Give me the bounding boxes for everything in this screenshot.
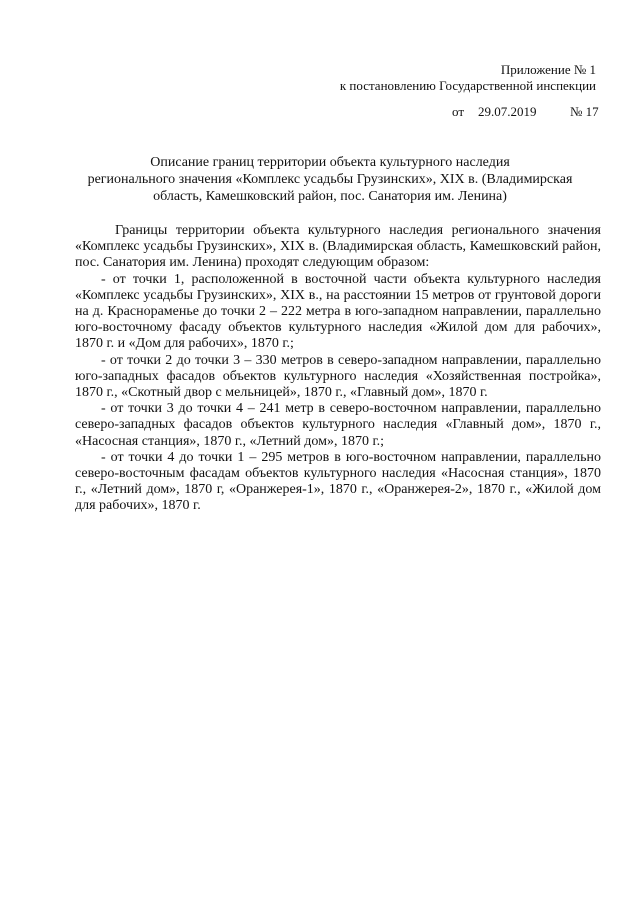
document-date-line	[452, 104, 599, 120]
date-prefix: от	[452, 104, 465, 119]
appendix-title: Приложение № 1	[500, 62, 596, 77]
document-title	[60, 154, 600, 205]
title-line-3: область, Камешковский район, пос. Санатория им. Ленина)	[153, 189, 507, 204]
document-number: № 17	[570, 104, 599, 119]
appendix-subtitle: к постановлению Государственной инспекции	[339, 78, 596, 93]
title-line-1: Описание границ территории объекта культурного наследия	[150, 155, 510, 170]
document-body	[75, 223, 601, 515]
title-line-2: регионального значения «Комплекс усадьбы Грузинских», XIX в. (Владимирская	[87, 172, 573, 187]
intro-paragraph: Границы территории объекта культурного наследия регионального значения «Комплекс усадьбы Грузинских», XIX в. (Владимирская область, Камешковский район, пос. Санатория им. Ленина) проходят следующим образом:	[75, 223, 601, 271]
boundary-item-1: - от точки 1, расположенной в восточной части объекта культурного наследия «Комплекс усадьбы Грузинских», XIX в., на расстоянии 15 метров от грунтовой дороги на д. Краснораменье до точки 2 – 222 метра в юго-западном направлении, параллельно юго-восточному фасаду объектов культурного наследия «Жилой дом для рабочих», 1870 г. и «Дом для рабочих», 1870 г.;	[75, 271, 601, 352]
boundary-item-3: - от точки 3 до точки 4 – 241 метр в северо-восточном направлении, параллельно северо-западных фасадов объектов культурного наследия «Главный дом», 1870 г., «Насосная станция», 1870 г., «Летний дом», 1870 г.;	[75, 401, 601, 449]
boundary-item-2: - от точки 2 до точки 3 – 330 метров в северо-западном направлении, параллельно юго-западных фасадов объектов культурного наследия «Хозяйственная постройка», 1870 г., «Скотный двор с мельницей», 1870 г., «Главный дом», 1870 г.	[75, 352, 601, 401]
appendix-header	[340, 62, 596, 94]
document-date: 29.07.2019	[478, 104, 537, 119]
boundary-item-4: - от точки 4 до точки 1 – 295 метров в юго-восточном направлении, параллельно северо-восточным фасадам объектов культурного наследия «Насосная станция», 1870 г., «Летний дом», 1870 г, «Оранжерея-1», 1870 г., «Оранжерея-2», 1870 г., «Жилой дом для рабочих», 1870 г.	[75, 449, 601, 514]
